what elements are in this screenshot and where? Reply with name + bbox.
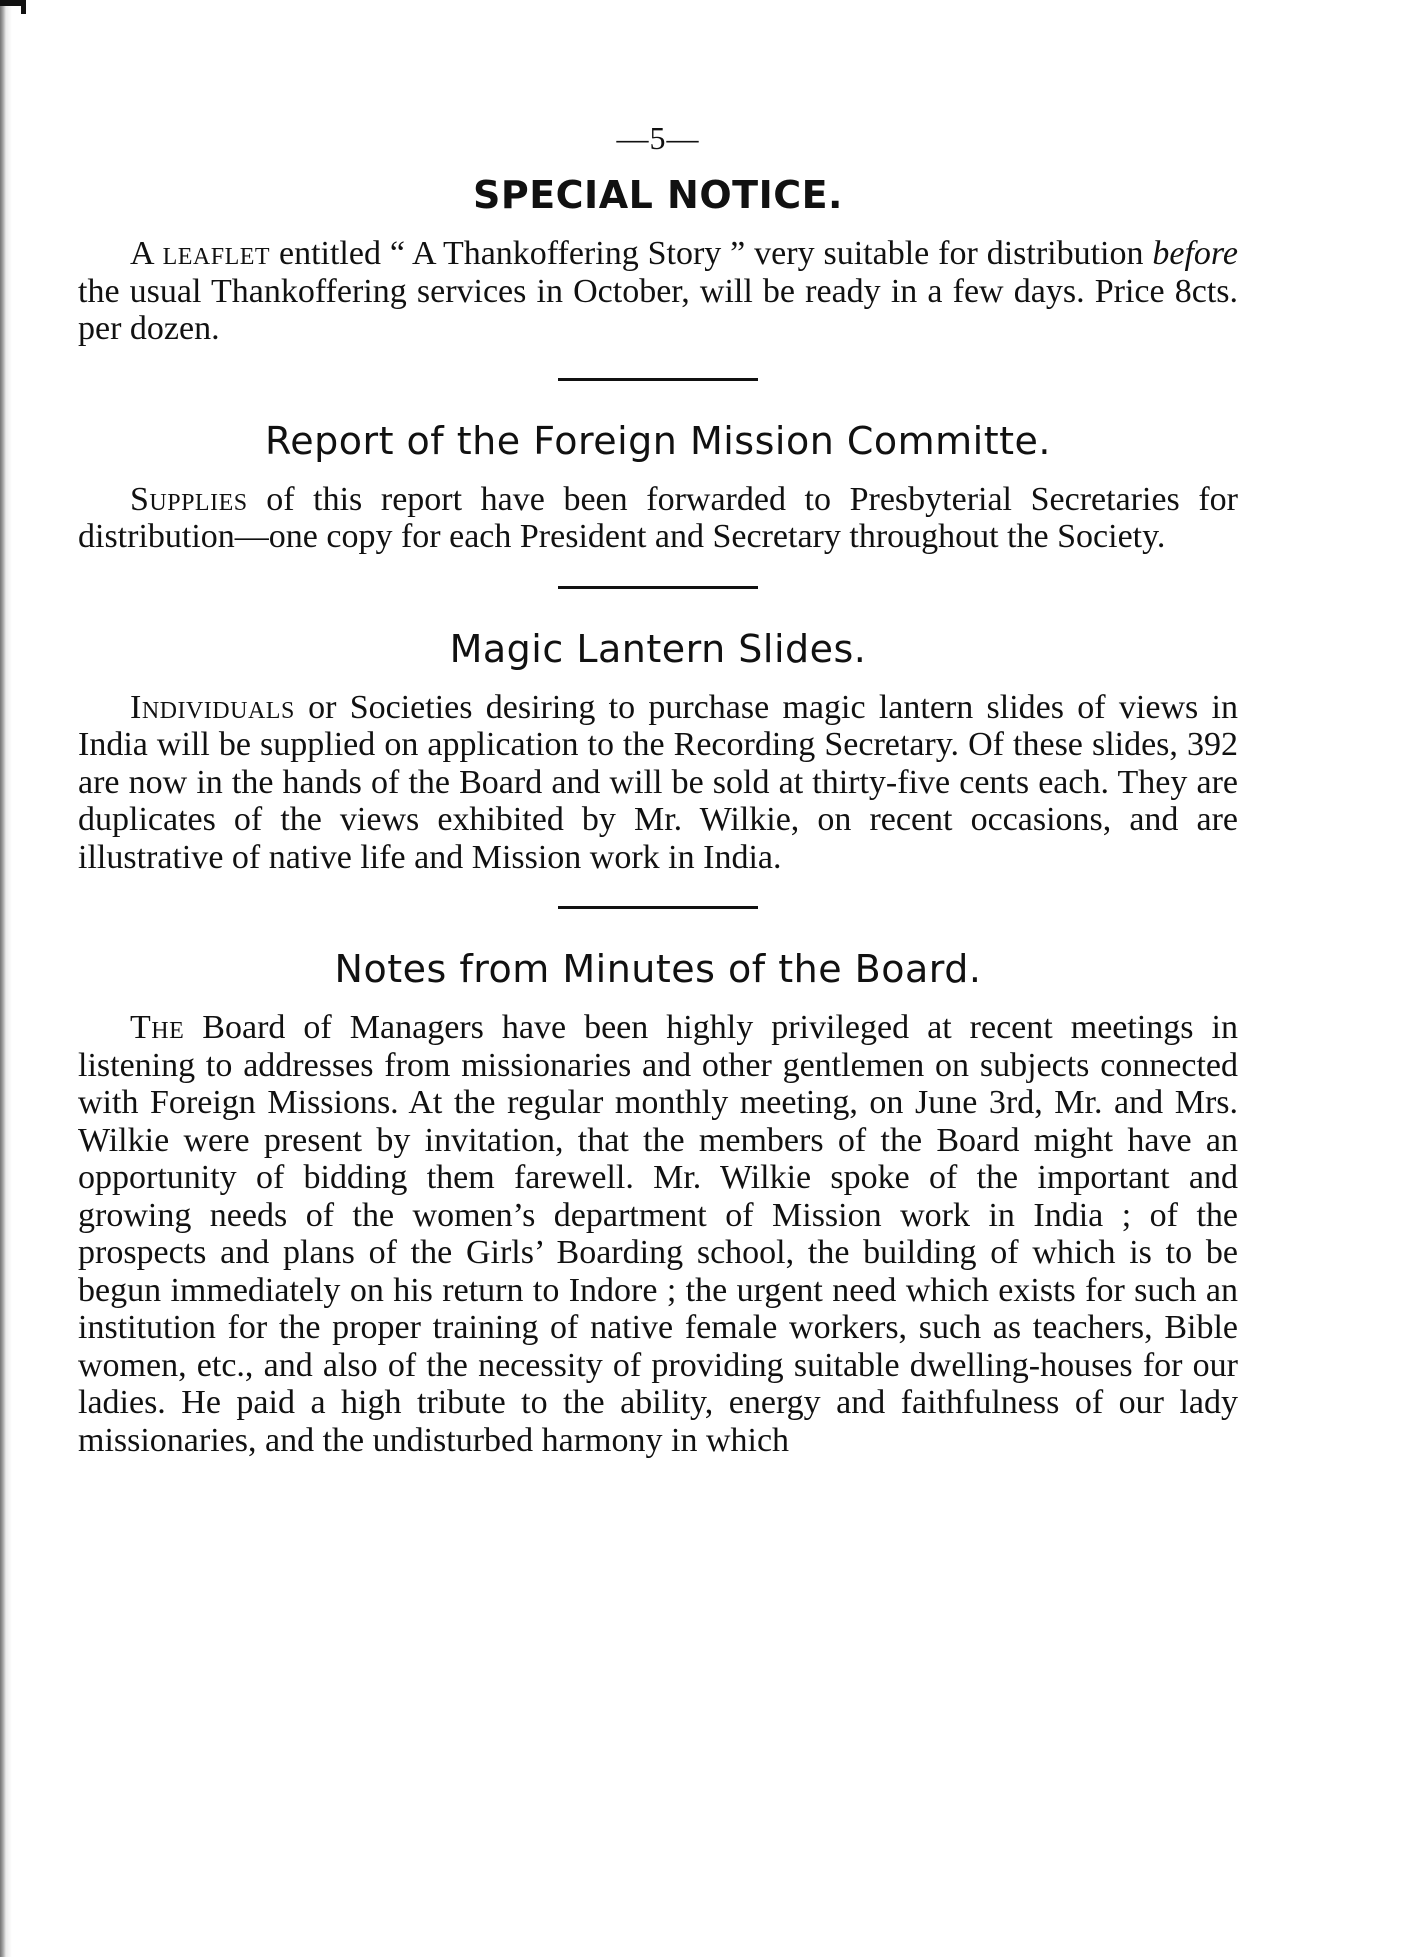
section-heading: Report of the Foreign Mission Committe. bbox=[265, 418, 1051, 463]
section-special-notice bbox=[78, 173, 1238, 348]
section-divider bbox=[558, 906, 758, 909]
paragraph-text: entitled “ A Thankoffering Story ” very suitable for distribution bbox=[270, 235, 1153, 272]
lead-word: The bbox=[130, 1009, 185, 1046]
emphasis-text: before bbox=[1152, 235, 1238, 272]
section-paragraph bbox=[78, 689, 1238, 877]
section-paragraph bbox=[78, 481, 1238, 556]
section-heading: SPECIAL NOTICE. bbox=[472, 173, 843, 217]
document-page bbox=[78, 120, 1238, 1459]
section-paragraph bbox=[78, 1009, 1238, 1459]
lead-word: Supplies bbox=[130, 480, 248, 518]
scan-corner-mark bbox=[0, 0, 26, 14]
section-divider bbox=[558, 378, 758, 381]
section-heading: Magic Lantern Slides. bbox=[449, 626, 867, 671]
section-magic-lantern bbox=[78, 627, 1238, 877]
page-number: —5— bbox=[616, 120, 700, 156]
section-paragraph bbox=[78, 235, 1238, 348]
section-board-minutes bbox=[78, 947, 1238, 1459]
section-divider bbox=[558, 586, 758, 589]
section-foreign-mission-report bbox=[78, 419, 1238, 556]
lead-word: A leaflet bbox=[130, 235, 271, 272]
paragraph-text: or Societies desiring to purchase magic lantern slides of views in India will be supplied on application to the Recording Secretary. Of these slides, 392 are now in the hands of the Board and will be sold at thirty-five cents each. They are duplicates of the views exhibited by Mr. Wilkie, on recent occasions, and are illustrative of native life and Mission work in India. bbox=[78, 688, 1238, 876]
paragraph-text: Board of Managers have been highly privileged at recent meetings in listening to addresses from missionaries and other gentlemen on subjects connected with Foreign Missions. At the regular monthly meeting, on June 3rd, Mr. and Mrs. Wilkie were present by invitation, that the members of the Board might have an opportunity of bidding them farewell. Mr. Wilkie spoke of the important and growing needs of the women’s department of Mission work in India ; of the prospects and plans of the Girls’ Boarding school, the building of which is to be begun immediately on his return to Indore ; the urgent need which exists for such an institution for the proper training of native female workers, such as teachers, Bible women, etc., and also of the necessity of providing suitable dwelling-houses for our ladies. He paid a high tribute to the ability, energy and faithfulness of our lady missionaries, and the undisturbed harmony in which bbox=[78, 1009, 1238, 1459]
lead-word: Individuals bbox=[130, 688, 295, 726]
paragraph-text: of this report have been forwarded to Presbyterial Secretaries for distribution—one copy for each President and Secretary throughout the Society. bbox=[78, 480, 1238, 555]
scan-left-edge bbox=[0, 0, 22, 1957]
paragraph-text: the usual Thankoffering services in October, will be ready in a few days. Price 8cts. per dozen. bbox=[78, 272, 1238, 347]
section-heading: Notes from Minutes of the Board. bbox=[334, 947, 982, 991]
